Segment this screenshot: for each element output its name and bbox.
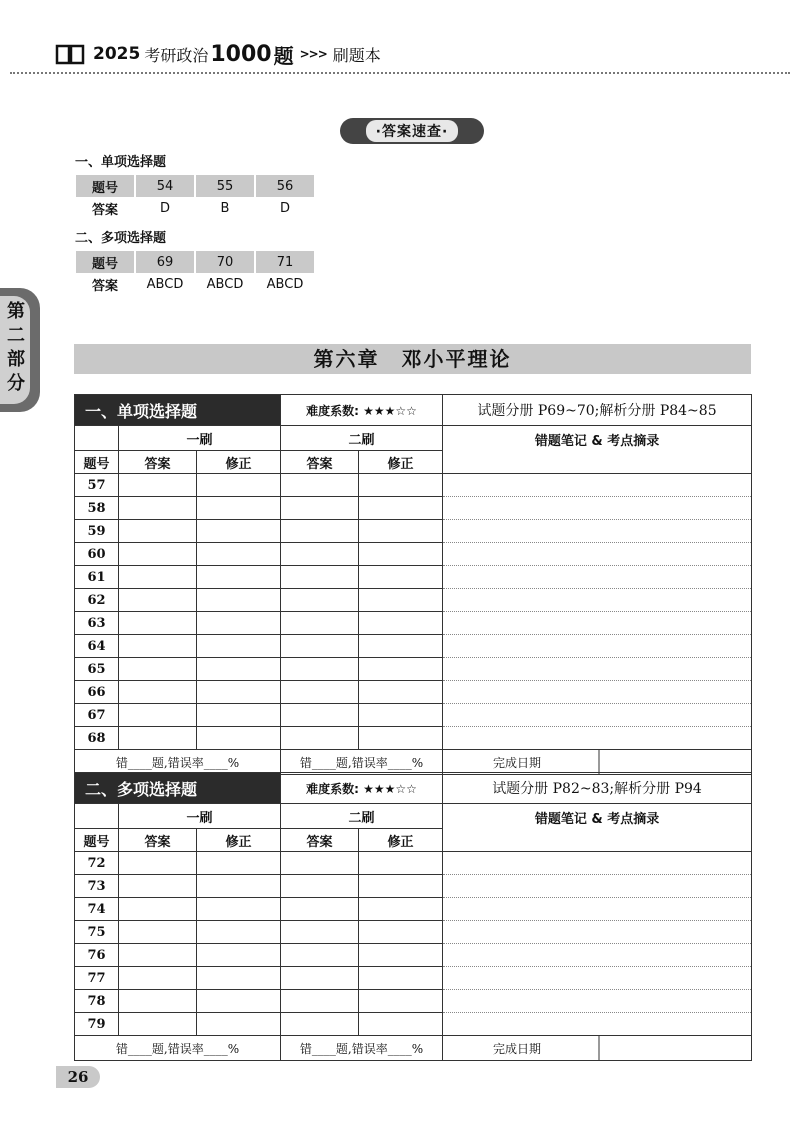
error-stat: 错____题,错误率____% (75, 750, 281, 775)
fix-cell[interactable] (359, 681, 443, 704)
question-number: 61 (75, 566, 119, 589)
fix-cell[interactable] (197, 898, 281, 921)
answer-cell[interactable] (281, 474, 359, 497)
fix-cell[interactable] (197, 566, 281, 589)
quick-a: ABCD (146, 276, 184, 292)
error-stat: 错____题,错误率____% (75, 1036, 281, 1061)
fix-cell[interactable] (197, 658, 281, 681)
fix-cell[interactable] (359, 566, 443, 589)
notes-header: 错题笔记 & 考点摘录 (443, 804, 752, 852)
page-number: 26 (56, 1066, 100, 1088)
answer-cell[interactable] (119, 852, 197, 875)
quick-single-table (74, 175, 316, 219)
error-stat: 错____题,错误率____% (281, 1036, 443, 1061)
first-pass-header: 一刷 (119, 804, 281, 829)
answer-cell[interactable] (281, 589, 359, 612)
fix-cell[interactable] (359, 520, 443, 543)
question-number: 78 (75, 990, 119, 1013)
notes-line[interactable] (443, 990, 752, 1013)
quick-q: 56 (256, 175, 314, 197)
answer-cell[interactable] (281, 967, 359, 990)
question-number: 75 (75, 921, 119, 944)
answer-cell[interactable] (281, 497, 359, 520)
answer-cell[interactable] (281, 727, 359, 750)
answer-cell[interactable] (281, 681, 359, 704)
notes-line[interactable] (443, 658, 752, 681)
header-book: 刷题本 (332, 45, 381, 65)
table-row (75, 681, 752, 704)
second-pass-header: 二刷 (281, 804, 443, 829)
book-icon (55, 43, 85, 65)
answer-cell[interactable] (281, 944, 359, 967)
question-number: 63 (75, 612, 119, 635)
completion-date (443, 750, 752, 775)
col-answer-header: 答案 (119, 829, 197, 852)
fix-cell[interactable] (359, 727, 443, 750)
answer-cell[interactable] (281, 990, 359, 1013)
fix-cell[interactable] (197, 967, 281, 990)
notes-line[interactable] (443, 635, 752, 658)
fix-cell[interactable] (197, 944, 281, 967)
notes-line[interactable] (443, 727, 752, 750)
col-question-header: 题号 (75, 829, 119, 852)
chapter-banner (74, 344, 751, 374)
quick-key-a: 答案 (91, 278, 118, 294)
answer-cell[interactable] (119, 898, 197, 921)
fix-cell[interactable] (197, 612, 281, 635)
quick-multi-table (74, 251, 316, 295)
fix-cell[interactable] (359, 875, 443, 898)
fix-cell[interactable] (197, 852, 281, 875)
answer-cell[interactable] (119, 497, 197, 520)
fix-cell[interactable] (359, 944, 443, 967)
answer-cell[interactable] (119, 990, 197, 1013)
notes-line[interactable] (443, 543, 752, 566)
notes-line[interactable] (443, 1013, 752, 1036)
question-number: 74 (75, 898, 119, 921)
notes-line[interactable] (443, 474, 752, 497)
table-row (75, 658, 752, 681)
answer-cell[interactable] (119, 921, 197, 944)
fix-cell[interactable] (359, 1013, 443, 1036)
reference-pages: 试题分册 P82~83;解析分册 P94 (443, 773, 752, 804)
section-table (74, 394, 752, 775)
quick-key-q: 题号 (76, 251, 134, 273)
header-subject: 考研政治 (144, 45, 209, 65)
notes-line[interactable] (443, 589, 752, 612)
fix-cell[interactable] (359, 852, 443, 875)
col-fix-header: 修正 (359, 829, 443, 852)
answer-cell[interactable] (281, 612, 359, 635)
quick-single-title: 一、单项选择题 (75, 155, 167, 170)
answer-cell[interactable] (281, 566, 359, 589)
table-row (75, 990, 752, 1013)
table-row (75, 566, 752, 589)
answer-cell[interactable] (281, 1013, 359, 1036)
question-number: 67 (75, 704, 119, 727)
quick-a: ABCD (206, 276, 244, 292)
difficulty-rating: 难度系数: ★★★☆☆ (281, 773, 443, 804)
part-side-label: 第二部分 (7, 301, 25, 394)
col-fix-header: 修正 (197, 829, 281, 852)
fix-cell[interactable] (197, 875, 281, 898)
answer-cell[interactable] (119, 875, 197, 898)
col-question-header: 题号 (75, 451, 119, 474)
answer-cell[interactable] (281, 658, 359, 681)
quick-a: D (159, 200, 170, 216)
col-fix-header: 修正 (359, 451, 443, 474)
fix-cell[interactable] (359, 474, 443, 497)
completion-date (443, 1036, 752, 1061)
answer-cell[interactable] (119, 727, 197, 750)
fix-cell[interactable] (197, 681, 281, 704)
quick-q: 69 (136, 251, 194, 273)
answer-cell[interactable] (281, 898, 359, 921)
quick-q: 70 (196, 251, 254, 273)
quick-key-q: 题号 (76, 175, 134, 197)
question-number: 65 (75, 658, 119, 681)
col-answer-header: 答案 (281, 829, 359, 852)
answer-cell[interactable] (119, 566, 197, 589)
quick-a: ABCD (266, 276, 304, 292)
question-number: 79 (75, 1013, 119, 1036)
answer-cell[interactable] (281, 520, 359, 543)
col-fix-header: 修正 (197, 451, 281, 474)
notes-line[interactable] (443, 520, 752, 543)
reference-pages: 试题分册 P69~70;解析分册 P84~85 (443, 395, 752, 426)
fix-cell[interactable] (197, 520, 281, 543)
answer-cell[interactable] (281, 875, 359, 898)
notes-line[interactable] (443, 704, 752, 727)
first-pass-header: 一刷 (119, 426, 281, 451)
table-row (75, 589, 752, 612)
quick-a: D (279, 200, 290, 216)
fix-cell[interactable] (197, 990, 281, 1013)
notes-line[interactable] (443, 681, 752, 704)
col-answer-header: 答案 (281, 451, 359, 474)
fix-cell[interactable] (197, 589, 281, 612)
fix-cell[interactable] (197, 635, 281, 658)
section-title: 一、单项选择题 (75, 395, 281, 426)
completion-date-label: 完成日期 (493, 755, 542, 770)
answer-cell[interactable] (119, 704, 197, 727)
header-divider (10, 72, 790, 74)
quick-multi-title: 二、多项选择题 (75, 231, 167, 246)
notes-line[interactable] (443, 875, 752, 898)
quick-a: B (220, 200, 230, 216)
fix-cell[interactable] (197, 497, 281, 520)
table-row (75, 474, 752, 497)
question-number: 57 (75, 474, 119, 497)
table-row (75, 612, 752, 635)
question-number: 59 (75, 520, 119, 543)
difficulty-rating: 难度系数: ★★★☆☆ (281, 395, 443, 426)
running-header (55, 40, 381, 68)
answer-cell[interactable] (119, 944, 197, 967)
fix-cell[interactable] (197, 1013, 281, 1036)
table-row (75, 967, 752, 990)
table-row (75, 704, 752, 727)
fix-cell[interactable] (359, 497, 443, 520)
fix-cell[interactable] (197, 704, 281, 727)
notes-line[interactable] (443, 566, 752, 589)
table-row (75, 921, 752, 944)
table-row (75, 635, 752, 658)
col-answer-header: 答案 (119, 451, 197, 474)
error-stat: 错____题,错误率____% (281, 750, 443, 775)
answer-cell[interactable] (281, 852, 359, 875)
fix-cell[interactable] (359, 543, 443, 566)
question-number: 58 (75, 497, 119, 520)
answer-cell[interactable] (119, 543, 197, 566)
answer-cell[interactable] (281, 921, 359, 944)
header-year: 2025 (93, 44, 141, 64)
completion-date-label: 完成日期 (493, 1041, 542, 1056)
answer-cell[interactable] (281, 543, 359, 566)
notes-line[interactable] (443, 944, 752, 967)
question-number: 66 (75, 681, 119, 704)
quick-q: 55 (196, 175, 254, 197)
fix-cell[interactable] (359, 635, 443, 658)
answer-cell[interactable] (119, 658, 197, 681)
table-row (75, 520, 752, 543)
fix-cell[interactable] (359, 898, 443, 921)
fix-cell[interactable] (359, 658, 443, 681)
fix-cell[interactable] (197, 727, 281, 750)
fix-cell[interactable] (359, 921, 443, 944)
notes-line[interactable] (443, 612, 752, 635)
section-table (74, 772, 752, 1061)
question-number: 73 (75, 875, 119, 898)
answer-check-badge (340, 118, 484, 144)
table-row (75, 543, 752, 566)
notes-line[interactable] (443, 967, 752, 990)
header-count: 1000 (210, 41, 272, 67)
header-ti: 题 (273, 43, 294, 68)
chapter-number: 第六章 (313, 347, 380, 371)
table-row (75, 1013, 752, 1036)
table-row (75, 497, 752, 520)
question-number: 77 (75, 967, 119, 990)
answer-cell[interactable] (281, 704, 359, 727)
table-row (75, 875, 752, 898)
chapter-name: 邓小平理论 (401, 347, 512, 371)
quick-key-a: 答案 (91, 202, 118, 218)
answer-cell[interactable] (119, 1013, 197, 1036)
answer-cell[interactable] (119, 612, 197, 635)
fix-cell[interactable] (197, 474, 281, 497)
fix-cell[interactable] (359, 612, 443, 635)
table-row (75, 944, 752, 967)
fix-cell[interactable] (359, 704, 443, 727)
fix-cell[interactable] (359, 967, 443, 990)
notes-header: 错题笔记 & 考点摘录 (443, 426, 752, 474)
quick-q: 71 (256, 251, 314, 273)
table-row (75, 852, 752, 875)
question-number: 64 (75, 635, 119, 658)
question-number: 76 (75, 944, 119, 967)
notes-line[interactable] (443, 497, 752, 520)
answer-cell[interactable] (119, 967, 197, 990)
notes-line[interactable] (443, 898, 752, 921)
answer-cell[interactable] (119, 681, 197, 704)
answer-cell[interactable] (119, 635, 197, 658)
notes-line[interactable] (443, 921, 752, 944)
answer-cell[interactable] (119, 520, 197, 543)
fix-cell[interactable] (359, 990, 443, 1013)
table-row (75, 727, 752, 750)
fix-cell[interactable] (359, 589, 443, 612)
table-row (75, 898, 752, 921)
quick-q: 54 (136, 175, 194, 197)
answer-check-label: ·答案速查· (366, 120, 459, 142)
answer-cell[interactable] (281, 635, 359, 658)
answer-cell[interactable] (119, 474, 197, 497)
notes-line[interactable] (443, 852, 752, 875)
second-pass-header: 二刷 (281, 426, 443, 451)
fix-cell[interactable] (197, 921, 281, 944)
question-number: 68 (75, 727, 119, 750)
header-arrows: >>> (299, 47, 327, 61)
question-number: 60 (75, 543, 119, 566)
fix-cell[interactable] (197, 543, 281, 566)
answer-cell[interactable] (119, 589, 197, 612)
section-title: 二、多项选择题 (75, 773, 281, 804)
question-number: 72 (75, 852, 119, 875)
question-number: 62 (75, 589, 119, 612)
